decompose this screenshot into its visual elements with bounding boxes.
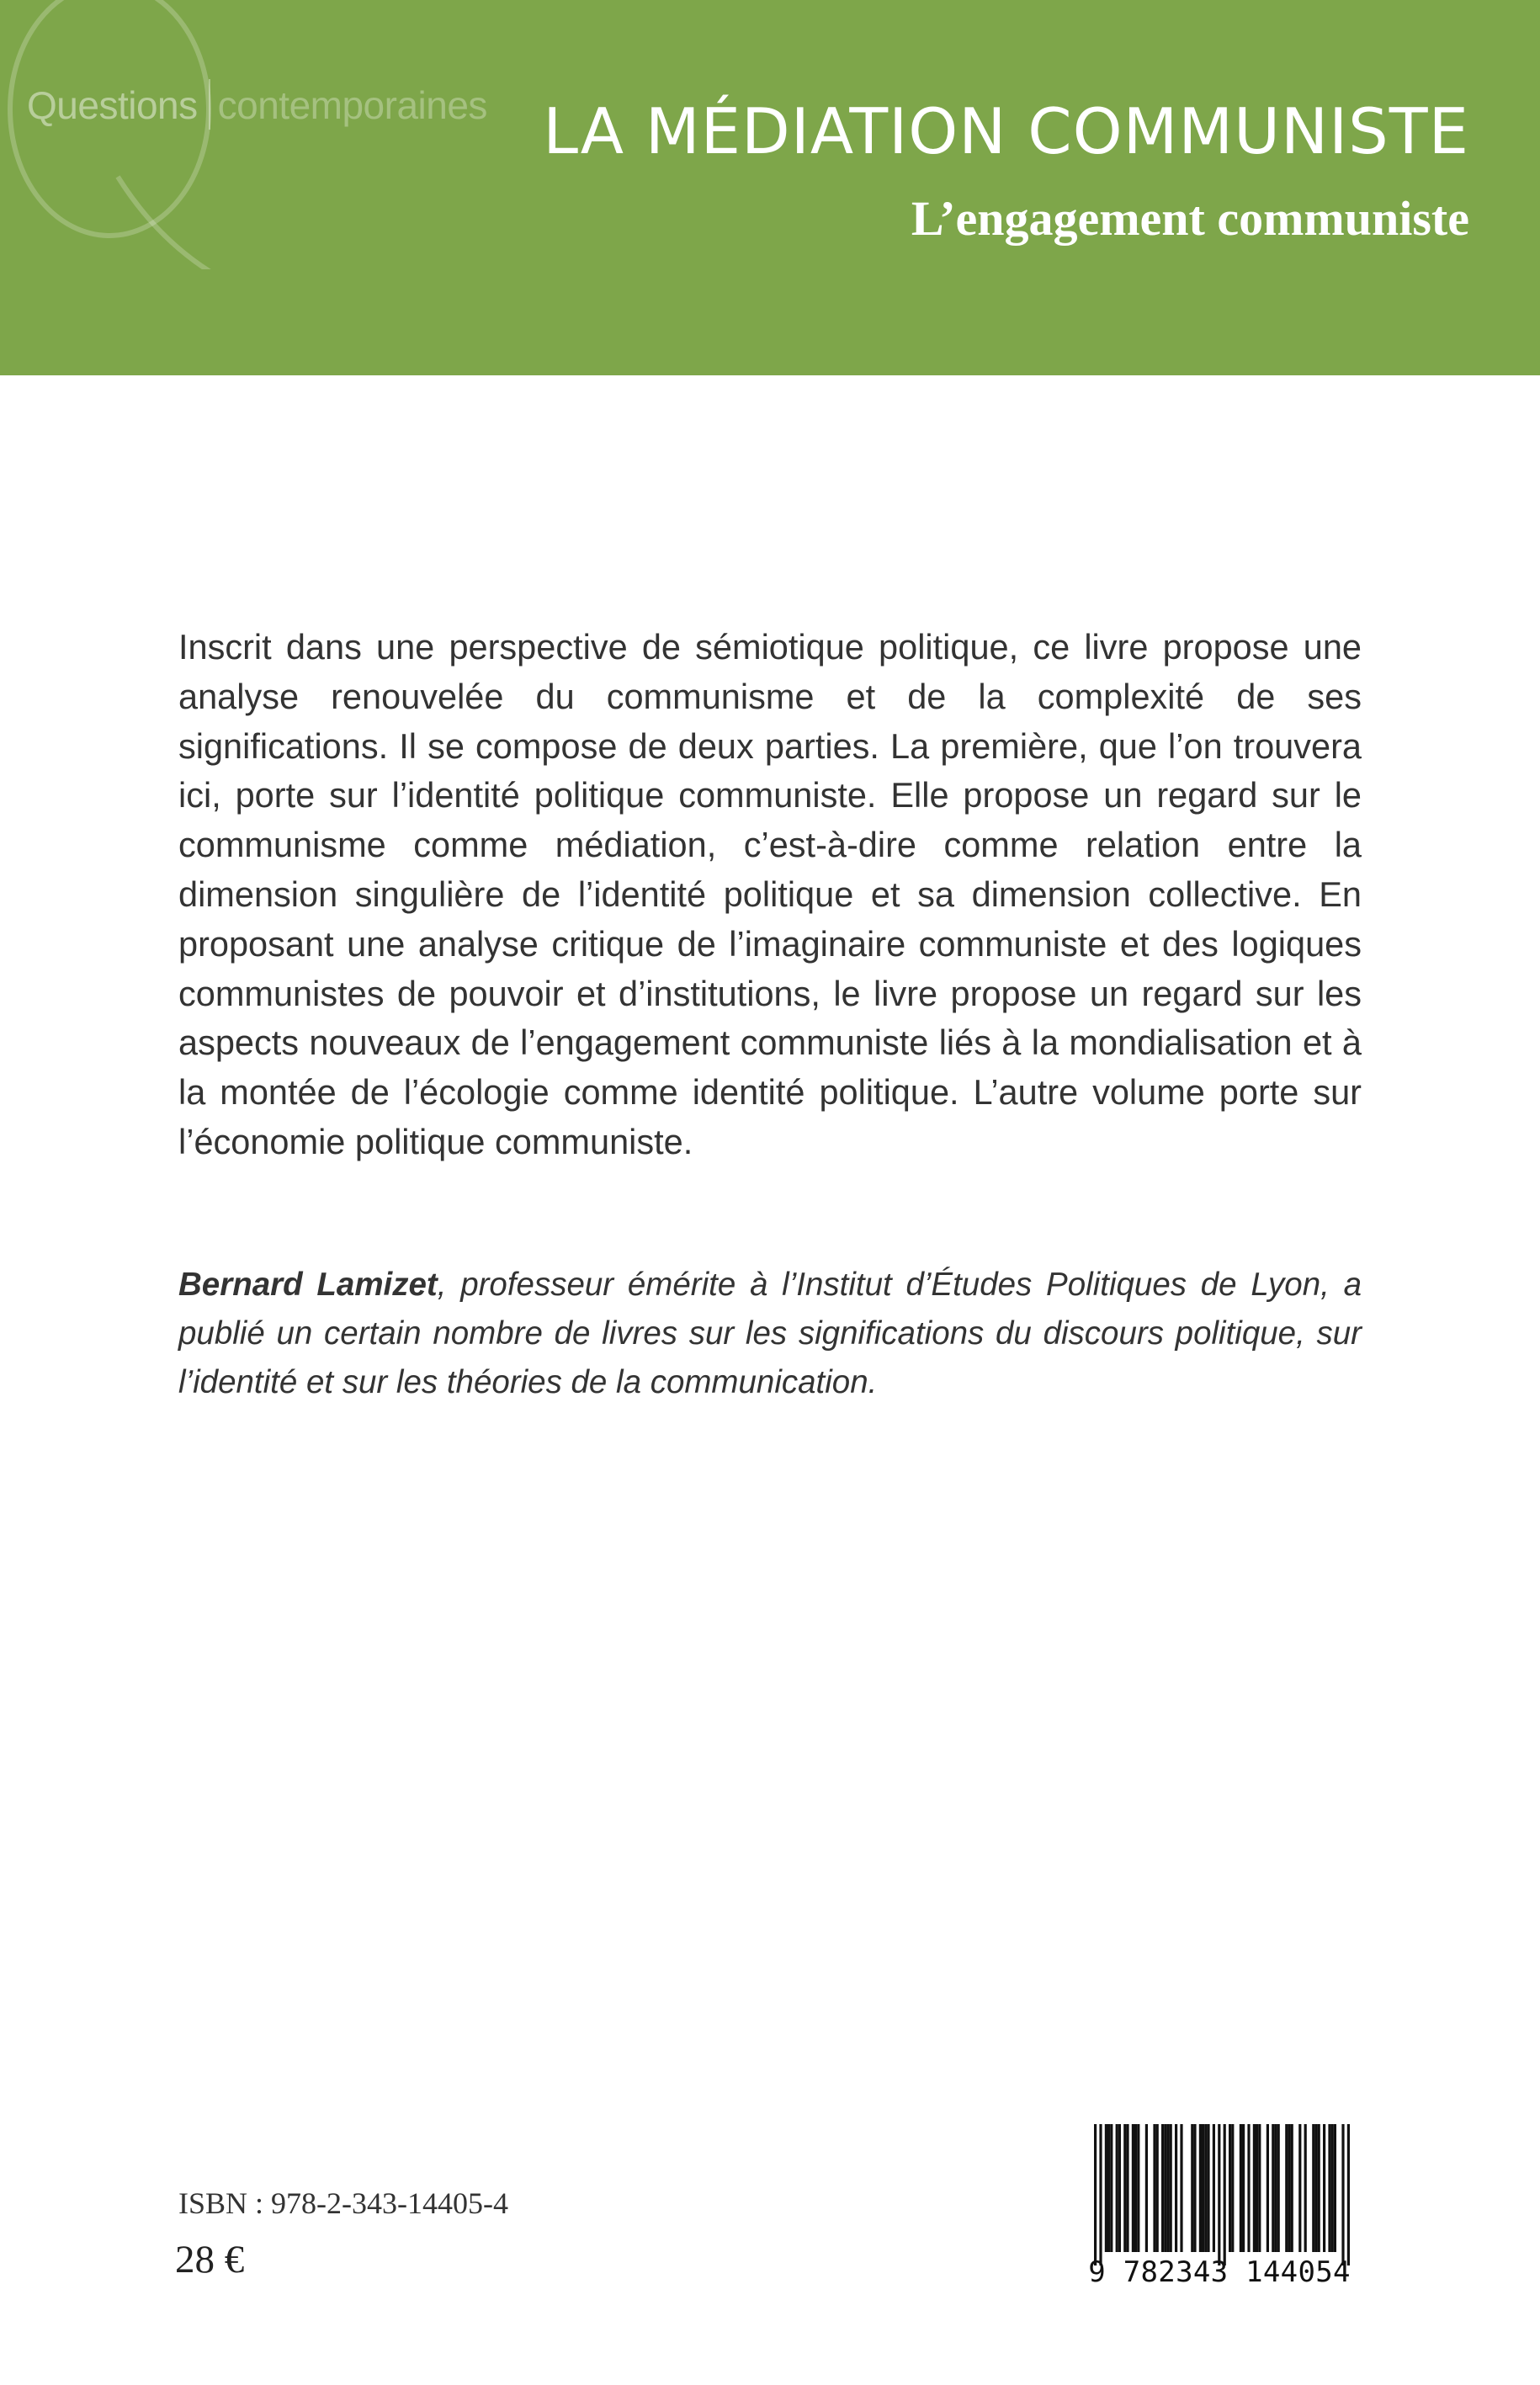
barcode-bar	[1224, 2124, 1226, 2265]
barcode-bar	[1341, 2124, 1344, 2265]
barcode-bar	[1274, 2124, 1277, 2252]
barcode-bar	[1277, 2124, 1280, 2252]
barcode-bar	[1253, 2124, 1256, 2252]
barcode-bar	[1323, 2124, 1325, 2252]
barcode-bar	[1288, 2124, 1290, 2252]
barcode-bar	[1213, 2124, 1215, 2252]
barcode-bar	[1298, 2124, 1301, 2252]
barcode-bar	[1132, 2124, 1134, 2252]
barcode-bar	[1242, 2124, 1245, 2252]
barcode-bar	[1331, 2124, 1334, 2252]
barcode-bar	[1145, 2124, 1148, 2252]
barcode-bar	[1126, 2124, 1128, 2252]
collection-word-1: Questions	[27, 83, 198, 127]
barcode-bar	[1231, 2124, 1234, 2252]
barcode-bar	[1285, 2124, 1288, 2252]
price: 28 €	[175, 2238, 245, 2281]
barcode-bar	[1258, 2124, 1261, 2252]
barcode-bar	[1116, 2124, 1118, 2252]
barcode-bar	[1314, 2124, 1317, 2252]
barcode	[1077, 2117, 1362, 2294]
barcode-bar	[1110, 2124, 1113, 2252]
barcode-bar	[1218, 2124, 1220, 2265]
collection-name	[27, 82, 487, 128]
barcode-bar	[1272, 2124, 1274, 2252]
barcode-bar	[1312, 2124, 1314, 2252]
author-name: Bernard Lamizet	[178, 1267, 438, 1303]
barcode-bar	[1328, 2124, 1330, 2252]
barcode-bar	[1291, 2124, 1293, 2252]
barcode-bar	[1304, 2124, 1307, 2252]
barcode-bar	[1229, 2124, 1231, 2252]
barcode-bar	[1153, 2124, 1155, 2252]
barcode-bar	[1256, 2124, 1258, 2252]
barcode-bar	[1334, 2124, 1336, 2252]
cover-header	[0, 0, 1540, 375]
barcode-bar	[1247, 2124, 1250, 2252]
barcode-bar	[1204, 2124, 1207, 2252]
barcode-bar	[1207, 2124, 1209, 2252]
barcode-bar	[1170, 2124, 1172, 2252]
barcode-bar	[1318, 2124, 1320, 2252]
book-summary: Inscrit dans une perspective de sémiotique politique, ce livre propose une analyse renouvelée du communisme et de la complexité de ses significations. Il se compose de deux parties. La première, que l’on trouvera ici, porte sur l’identité politique communiste. Elle propose un regard sur le communisme comme médiation, c’est-à-dire comme relation entre la dimension singulière de l’identité politique et sa dimension collective. En proposant une analyse critique de l’imaginaire communiste et des logiques communistes de pouvoir et d’institutions, le livre propose un regard sur les aspects nouveaux de l’engagement communiste liés à la mondialisation et à la montée de l’écologie comme identité politique. L’autre volume porte sur l’économie politique communiste.	[178, 627, 1362, 1161]
barcode-bar	[1175, 2124, 1177, 2252]
barcode-bar	[1199, 2124, 1202, 2252]
q-logo-icon	[0, 0, 244, 269]
author-bio-text: , professeur émérite à l’Institut d’Études Politiques de Lyon, a publié un certain nombre de livres sur les significations du discours politique, sur l’identité et sur les théories de la communication.	[178, 1267, 1362, 1400]
barcode-bar	[1161, 2124, 1164, 2252]
barcode-bar	[1267, 2124, 1269, 2252]
barcode-bar	[1166, 2124, 1169, 2252]
barcode-bar	[1105, 2124, 1107, 2252]
barcode-bar	[1156, 2124, 1159, 2252]
author-bio	[178, 1261, 1362, 1407]
barcode-bar	[1202, 2124, 1204, 2252]
book-subtitle: L’engagement communiste	[911, 191, 1469, 246]
barcode-bar	[1137, 2124, 1139, 2252]
barcode-bar	[1347, 2124, 1350, 2265]
barcode-bar	[1123, 2124, 1126, 2252]
barcode-bar	[1180, 2124, 1182, 2252]
barcode-bar	[1240, 2124, 1242, 2252]
barcode-bar	[1191, 2124, 1193, 2252]
book-title: LA MÉDIATION COMMUNISTE	[543, 94, 1469, 168]
barcode-bar	[1118, 2124, 1121, 2252]
collection-word-2: contemporaines	[217, 83, 487, 127]
barcode-bar	[1193, 2124, 1196, 2252]
barcode-bar	[1107, 2124, 1110, 2252]
barcode-bar	[1134, 2124, 1137, 2252]
barcode-digits: 9 782343 144054	[1088, 2255, 1351, 2289]
barcode-bar	[1099, 2124, 1102, 2265]
barcode-bar	[1164, 2124, 1166, 2252]
isbn: ISBN : 978-2-343-14405-4	[178, 2186, 508, 2220]
barcode-bar	[1094, 2124, 1097, 2265]
